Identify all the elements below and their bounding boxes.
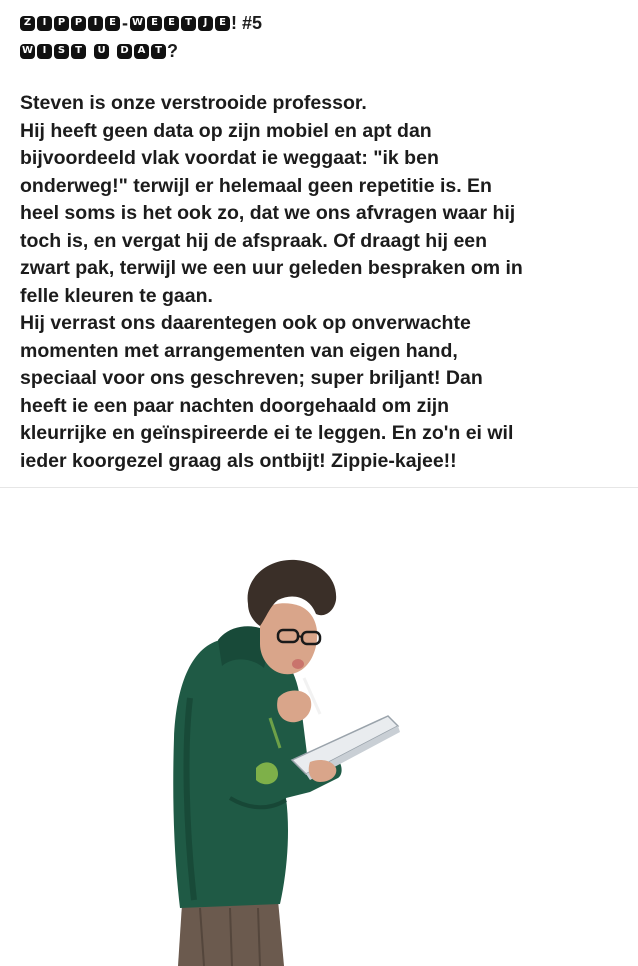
body-line: bijvoordeeld vlak voordat ie weggaat: "ik ben [20,147,439,169]
title-letter-block: J [198,16,213,31]
photo-man-with-notebook [160,548,410,966]
title-letter-block: P [54,16,69,31]
title-letter-block: T [151,44,166,59]
title-letter-block: Z [20,16,35,31]
face [260,603,317,674]
title-word [20,44,86,59]
title-word [117,44,166,59]
title-letter-block: W [130,16,145,31]
body-line: Steven is onze verstrooide professor. [20,92,367,114]
title-letter-block: T [181,16,196,31]
post-text [20,10,626,475]
body-line: momenten met arrangementen van eigen hand, [20,339,458,362]
title-suffix: ! #5 [231,12,263,33]
title-letter-block: E [215,16,230,31]
body-line: heeft ie een paar nachten doorgehaald om zijn [20,394,450,417]
post-title-line-2 [20,38,626,64]
hand [277,691,311,723]
title-letter-block: U [94,44,109,59]
body-line: onderweg!" terwijl er helemaal geen repetitie is. En [20,174,492,197]
title-word [94,44,109,59]
title-suffix: ? [167,40,178,61]
title-word [130,16,230,31]
title-letter-block: P [71,16,86,31]
title-letter-block: E [105,16,120,31]
title-letter-block: I [37,44,52,59]
body-line: heel soms is het ook zo, dat we ons afvragen waar hij [20,202,516,224]
title-letter-block: E [147,16,162,31]
title-letter-block: T [71,44,86,59]
title-word [20,16,120,31]
notebook [292,716,398,774]
title-letter-block: I [37,16,52,31]
post-title-line-1 [20,10,626,36]
title-letter-block: A [134,44,149,59]
title-letter-block: W [20,44,35,59]
divider [0,487,638,488]
body-line: ieder koorgezel graag als ontbijt! Zippie-kajee!! [20,449,457,472]
body-line: zwart pak, terwijl we een uur geleden bespraken om in [20,257,523,279]
body-line: speciaal voor ons geschreven; super briljant! Dan [20,367,483,389]
body-line: felle kleuren te gaan. [20,284,213,307]
body-line: kleurrijke en geïnspireerde ei te leggen. En zo'n ei wil [20,422,514,444]
title-letter-block: S [54,44,69,59]
title-separator: - [122,12,128,33]
body-line: Hij heeft geen data op zijn mobiel en apt dan [20,119,432,142]
post-body [20,90,626,475]
title-letter-block: I [88,16,103,31]
body-line: Hij verrast ons daarentegen ook op onverwachte [20,312,471,334]
body-line: toch is, en vergat hij de afspraak. Of draagt hij een [20,229,488,252]
title-letter-block: E [164,16,179,31]
title-letter-block: D [117,44,132,59]
